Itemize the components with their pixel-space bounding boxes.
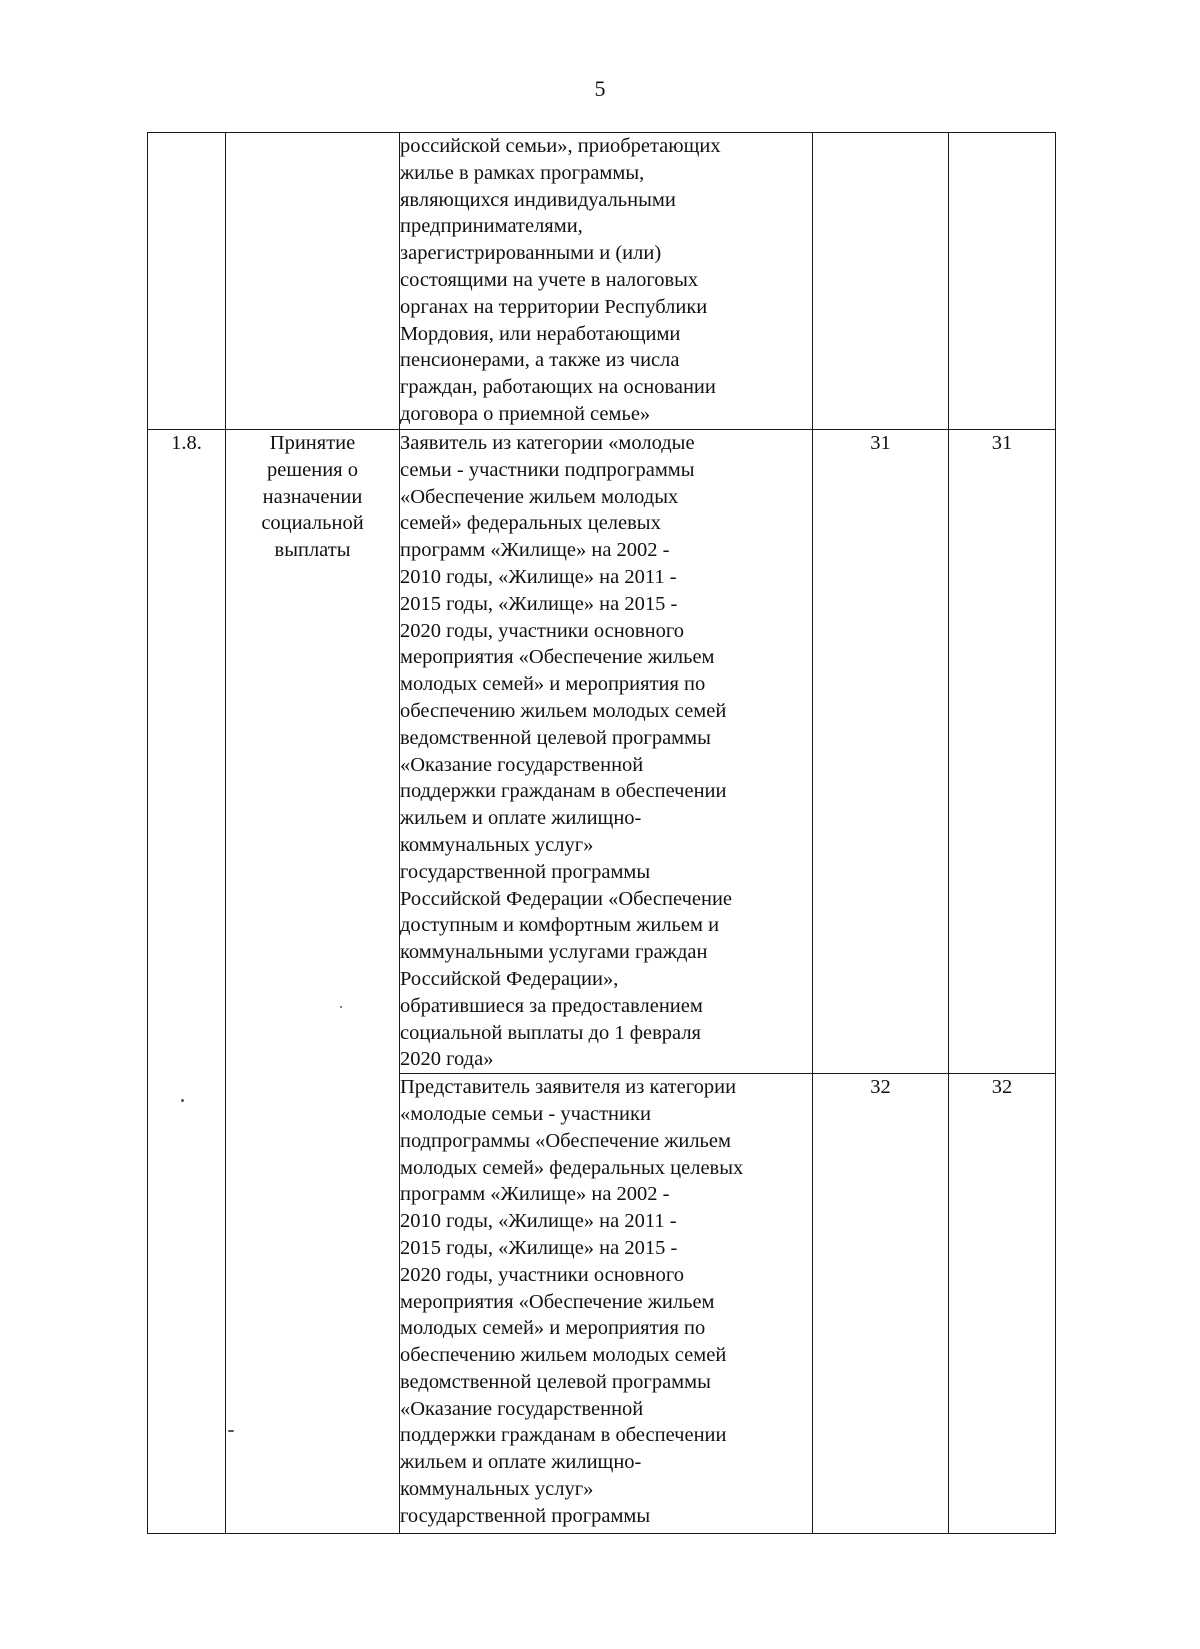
scan-speck xyxy=(340,1006,342,1008)
value-1-cell xyxy=(813,133,949,430)
page-number: 5 xyxy=(594,76,606,101)
value-2-cell: 31 xyxy=(949,430,1056,1074)
procedure-name-cell xyxy=(226,133,400,430)
value-2-cell: 32 xyxy=(949,1074,1056,1534)
row-number-cell: 1.8. xyxy=(148,430,226,1074)
applicant-category-cell: российской семьи», приобретающих жилье в рамках программы, являющихся индивидуальными предпринимателями, зарегистрированными и (или) состоящими на учете в налоговых органах на территории Республики Мордовия, или неработающими пенсионерами, а также из числа граждан, работающих на основании договора о приемной семье» xyxy=(400,133,813,430)
table-row xyxy=(148,430,1056,1074)
scan-speck xyxy=(228,1430,234,1432)
table-row xyxy=(148,1074,1056,1534)
applicant-category-cell: Представитель заявителя из категории «молодые семьи - участники подпрограммы «Обеспечение жильем молодых семей» федеральных целевых программ «Жилище» на 2002 - 2010 годы, «Жилище» на 2011 - 2015 годы, «Жилище» на 2015 - 2020 годы, участники основного мероприятия «Обеспечение жильем молодых семей» и мероприятия по обеспечению жильем молодых семей ведомственной целевой программы «Оказание государственной поддержки гражданам в обеспечении жильем и оплате жилищно- коммунальных услуг» государственной программы xyxy=(400,1074,813,1534)
services-table xyxy=(147,132,1056,1534)
procedure-name-cell: Принятие решения о назначении социальной выплаты xyxy=(226,430,400,1074)
row-number-cell xyxy=(148,133,226,430)
value-1-cell: 32 xyxy=(813,1074,949,1534)
procedure-name-cell xyxy=(226,1074,400,1534)
table-row xyxy=(148,133,1056,430)
row-number-cell xyxy=(148,1074,226,1534)
scan-speck xyxy=(181,1099,184,1102)
value-2-cell xyxy=(949,133,1056,430)
value-1-cell: 31 xyxy=(813,430,949,1074)
applicant-category-cell: Заявитель из категории «молодые семьи - участники подпрограммы «Обеспечение жильем молодых семей» федеральных целевых программ «Жилище» на 2002 - 2010 годы, «Жилище» на 2011 - 2015 годы, «Жилище» на 2015 - 2020 годы, участники основного мероприятия «Обеспечение жильем молодых семей» и мероприятия по обеспечению жильем молодых семей ведомственной целевой программы «Оказание государственной поддержки гражданам в обеспечении жильем и оплате жилищно- коммунальных услуг» государственной программы Российской Федерации «Обеспечение доступным и комфортным жильем и коммунальными услугами граждан Российской Федерации», обратившиеся за предоставлением социальной выплаты до 1 февраля 2020 года» xyxy=(400,430,813,1074)
